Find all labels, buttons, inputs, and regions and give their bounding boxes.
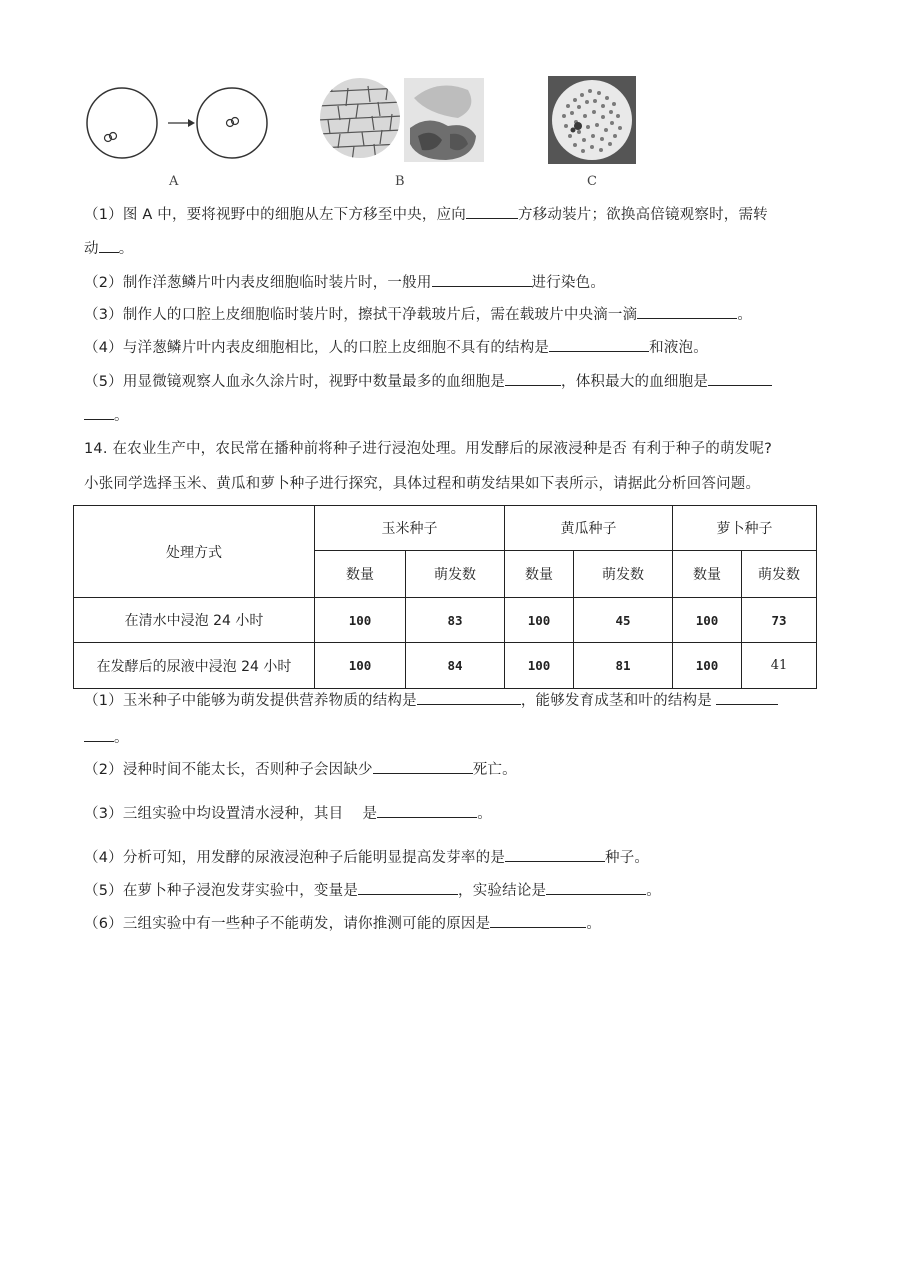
- q13-item-2: （2）制作洋葱鳞片叶内表皮细胞临时装片时，一般用 进行染色。: [84, 272, 605, 294]
- answer-blank[interactable]: [432, 272, 532, 287]
- cell-value: 100: [315, 598, 406, 643]
- q14-item-1-line2: 。: [84, 727, 129, 749]
- answer-blank[interactable]: [99, 238, 119, 253]
- q14-item-6: （6）三组实验中有一些种子不能萌发，请你推测可能的原因是 。: [84, 913, 601, 935]
- cell-value: 100: [673, 643, 742, 689]
- figure-b-cell-images: [318, 78, 486, 162]
- figure-c-label: C: [587, 174, 597, 189]
- answer-blank[interactable]: [490, 913, 586, 928]
- q14-item-4: （4）分析可知，用发酵的尿液浸泡种子后能明显提高发芽率的是 种子。: [84, 847, 649, 869]
- answer-blank[interactable]: [505, 371, 561, 386]
- figure-a-microscope-fields: [86, 82, 276, 164]
- row-label: 在发酵后的尿液中浸泡 24 小时: [74, 643, 315, 689]
- q14-intro-line1: 14. 在农业生产中，农民常在播种前将种子进行浸泡处理。用发酵后的尿液浸种是否 有利于种子的萌发呢?: [84, 441, 772, 457]
- q13-item-4: （4）与洋葱鳞片叶内表皮细胞相比，人的口腔上皮细胞不具有的结构是 和液泡。: [84, 337, 708, 359]
- answer-blank[interactable]: [373, 759, 473, 774]
- answer-blank[interactable]: [505, 847, 605, 862]
- cell-value: 100: [673, 598, 742, 643]
- answer-blank[interactable]: [637, 304, 737, 319]
- header-radish: 萝卜种子: [673, 506, 817, 551]
- q14-item-5: （5）在萝卜种子浸泡发芽实验中，变量是 ，实验结论是 。: [84, 880, 661, 902]
- cell-value: 100: [505, 598, 574, 643]
- answer-blank[interactable]: [84, 405, 114, 420]
- subheader-germinated: 萌发数: [742, 551, 817, 598]
- q13-item-1-line2: 动 。: [84, 238, 133, 260]
- subheader-count: 数量: [673, 551, 742, 598]
- q14-item-3: （3）三组实验中均设置清水浸种，其目 是 。: [84, 803, 492, 825]
- answer-blank[interactable]: [358, 880, 458, 895]
- q13-item-5-line2: 。: [84, 405, 129, 427]
- q13-item-1-line1: （1）图 A 中，要将视野中的细胞从左下方移至中央，应向 方移动装片；欲换高倍镜观察时，需转: [84, 204, 768, 226]
- subheader-germinated: 萌发数: [574, 551, 673, 598]
- q13-item-3: （3）制作人的口腔上皮细胞临时装片时，擦拭干净载玻片后，需在载玻片中央滴一滴 。: [84, 304, 752, 326]
- header-corn: 玉米种子: [315, 506, 505, 551]
- q14-intro-line2: 小张同学选择玉米、黄瓜和萝卜种子进行探究，具体过程和萌发结果如下表所示，请据此分析回答问题。: [84, 476, 761, 492]
- germination-table: [73, 505, 817, 689]
- figure-panel: [80, 70, 680, 200]
- table-row: [74, 598, 817, 643]
- figure-c-blood-smear: [548, 76, 636, 164]
- answer-blank[interactable]: [546, 880, 646, 895]
- cell-value: 73: [742, 598, 817, 643]
- answer-blank[interactable]: [549, 337, 649, 352]
- q14-item-2: （2）浸种时间不能太长，否则种子会因缺少 死亡。: [84, 759, 517, 781]
- cell-value: 41: [742, 643, 817, 689]
- figure-b-label: B: [395, 174, 405, 189]
- header-treatment: 处理方式: [74, 506, 315, 598]
- table-row: [74, 643, 817, 689]
- answer-blank[interactable]: [466, 204, 518, 219]
- header-cucumber: 黄瓜种子: [505, 506, 673, 551]
- q14-item-1-line1: （1）玉米种子中能够为萌发提供营养物质的结构是 ，能够发育成茎和叶的结构是: [84, 690, 778, 712]
- answer-blank[interactable]: [84, 727, 114, 742]
- cell-value: 83: [406, 598, 505, 643]
- answer-blank[interactable]: [708, 371, 772, 386]
- q13-item-5-line1: （5）用显微镜观察人血永久涂片时，视野中数量最多的血细胞是 ，体积最大的血细胞是: [84, 371, 772, 393]
- cell-value: 100: [315, 643, 406, 689]
- answer-blank[interactable]: [377, 803, 477, 818]
- answer-blank[interactable]: [417, 690, 521, 705]
- answer-blank[interactable]: [716, 690, 778, 705]
- subheader-count: 数量: [505, 551, 574, 598]
- subheader-count: 数量: [315, 551, 406, 598]
- cell-value: 100: [505, 643, 574, 689]
- cell-value: 45: [574, 598, 673, 643]
- subheader-germinated: 萌发数: [406, 551, 505, 598]
- row-label: 在清水中浸泡 24 小时: [74, 598, 315, 643]
- figure-a-label: A: [169, 174, 179, 189]
- cell-value: 84: [406, 643, 505, 689]
- cell-value: 81: [574, 643, 673, 689]
